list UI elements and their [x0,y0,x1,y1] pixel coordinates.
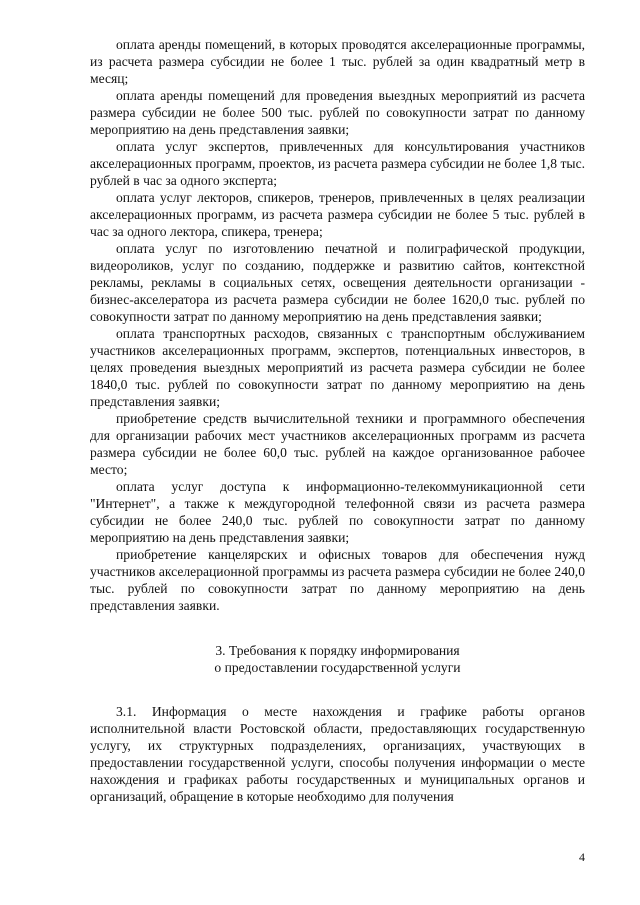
section-heading [90,642,585,676]
paragraph-office-supplies: приобретение канцелярских и офисных товаров для обеспечения нужд участников акселерационной программы из расчета размера субсидии не более 240,0 тыс. рублей по совокупности затрат по данному мероприятию на день представления заявки. [90,547,585,613]
paragraph-internet-access: оплата услуг доступа к информационно-телекоммуникационной сети "Интернет", а также к междугородной телефонной связи из расчета размера субсидии не более 240,0 тыс. рублей по совокупности затрат по данному мероприятию на день представления заявки; [90,479,585,545]
paragraph-transport-expenses: оплата транспортных расходов, связанных с транспортным обслуживанием участников акселерационных программ, экспертов, потенциальных инвесторов, в целях проведения выездных мероприятий из расчета размера субсидии не более 1840,0 тыс. рублей по совокупности затрат по данному мероприятию на день представления заявки; [90,326,585,409]
page-number: 4 [579,850,585,864]
paragraph-lecturers-services: оплата услуг лекторов, спикеров, тренеров, привлеченных в целях реализации акселерационных программ, из расчета размера субсидии не более 5 тыс. рублей в час за одного лектора, спикера, тренера; [90,190,585,239]
paragraph-rent-offsite-events: оплата аренды помещений для проведения выездных мероприятий из расчета размера субсидии не более 500 тыс. рублей по совокупности затрат по данному мероприятию на день представления заявки; [90,88,585,137]
paragraph-3-1: 3.1. Информация о месте нахождения и графике работы органов исполнительной власти Ростовской области, предоставляющих государственную услугу, их структурных подразделениях, организациях, участвующих в предоставлении государственной услуги, способы получения информации о месте нахождения и графиках работы государственных и муниципальных органов и организаций, обращение в которые необходимо для получения [90,704,585,804]
paragraph-printing-advertising: оплата услуг по изготовлению печатной и полиграфической продукции, видеороликов, услуг по созданию, поддержке и развитию сайтов, контекстной рекламы, рекламы в социальных сетях, освещения деятельности организации - бизнес-акселератора из расчета размера субсидии не более 1620,0 тыс. рублей по совокупности затрат по данному мероприятию на день представления заявки; [90,241,585,324]
section-3-body [90,703,585,805]
section-heading-line-1: 3. Требования к порядку информирования [215,643,460,658]
paragraph-experts-services: оплата услуг экспертов, привлеченных для консультирования участников акселерационных программ, проектов, из расчета размера субсидии не более 1,8 тыс. рублей в час за одного эксперта; [90,139,585,188]
paragraph-rent-premises: оплата аренды помещений, в которых проводятся акселерационные программы, из расчета размера субсидии не более 1 тыс. рублей за один квадратный метр в месяц; [90,37,585,86]
section-heading-line-2: о предоставлении государственной услуги [214,660,461,675]
subsidy-items-list [90,36,585,614]
paragraph-computer-equipment: приобретение средств вычислительной техники и программного обеспечения для организации рабочих мест участников акселерационных программ из расчета размера субсидии не более 60,0 тыс. рублей на каждое организованное рабочее место; [90,411,585,477]
